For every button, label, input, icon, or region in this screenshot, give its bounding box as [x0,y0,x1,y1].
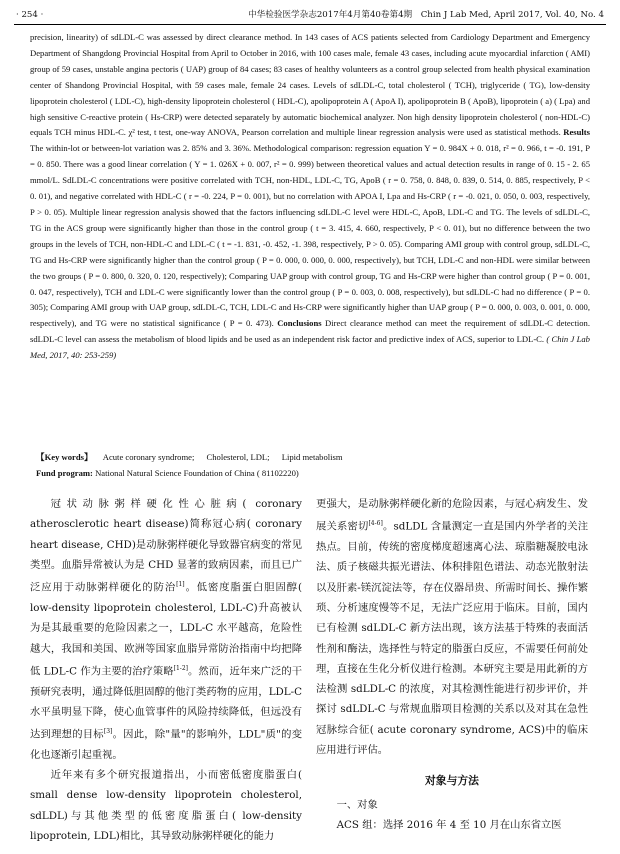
intro-paragraph-1 [30,494,302,765]
keywords-label: 【Key words】 [36,452,93,462]
fund-label: Fund program: [36,468,93,478]
intro-paragraph-continued [316,494,588,760]
running-header [14,6,606,25]
intro-text: 冠状动脉粥样硬化性心脏病( coronary atherosclerotic heart disease)简称冠心病( coronary heart disease, CHD)是动脉粥样硬化导致器官病变的常见类型。血脂异常被认为是 CHD 显著的致病因素，而且已广泛应用于动脉粥样硬化的防治 [30,498,302,594]
fund-program-line [36,465,299,481]
journal-citation-line: 中华检验医学杂志2017年4月第40卷第4期 Chin J Lab Med, April 2017, Vol. 40, No. 4 [248,10,604,20]
page-number: · 254 · [16,10,44,20]
citation-ref: [1-2] [173,664,188,672]
body-column-right [316,494,588,835]
intro-text: 。因此，除"量"的影响外，LDL"质"的变化也逐渐引起重视。 [30,728,302,761]
english-abstract [30,30,590,364]
citation-ref: [4-6] [368,520,383,528]
abstract-results-text: The within-lot or between-lot variation was 2. 85% and 3. 36%. Methodological comparison: regression equation Y = 0. 984X + 0. 018, r² = 0. 966, t = -0. 191, P = 0. 850. There was a good linear correlation ( Y = 1. 026X + 0. 007, r² = 0. 999) between theoretical values and actual detection results in range of 0. 15 - 2. 65 mmol/L. SdLDL-C concentrations were positive correlated with TCH, non-HDL, LDL-C, TG, ApoB ( r = 0. 758, 0. 848, 0. 839, 0. 514, 0. 885, respectively, P < 0. 01), and negative correlated with HDL-C ( r = -0. 224, P = 0. 001), but no correlation with APOA I, Lpa and Hs-CRP ( r = -0. 021, 0. 050, 0. 003, respectively, P > 0. 05). Multiple linear regression analysis showed that the factors influencing sdLDL-C level were HDL-C, ApoB, LDL-C and TG. The levels of sdLDL-C, TG in the ACS group were significantly higher than those in the control group ( t = 3. 415, 4. 660, respectively, P < 0. 01), but no difference between the two groups in the levels of TCH, non-HDL-C and LDL-C ( t = -1. 831, -0. 452, -1. 398, respectively, P > 0. 05). Comparing AMI group with control group, sdLDL-C, TG and Hs-CRP were significantly higher than the control group ( P = 0. 000, 0. 000, 0. 000, respectively), but TCH, LDL-C and non-HDL were similar between the two groups ( P = 0. 800, 0. 320, 0. 120, respectively); Comparing UAP group with control group, TG and Hs-CRP were higher than control group ( P = 0. 001, 0. 047, respectively), TCH and LDL-C were significantly lower than the control group ( P = 0. 003, 0. 008, respectively), but sdLDL-C had no difference ( P = 0. 305); Comparing AMI group with UAP group, sdLDL-C, TCH, LDL-C and Hs-CRP were significantly higher than UAP group ( P = 0. 000, 0. 003, 0. 001, 0. 000, respectively), and TG were no statistical significance ( P = 0. 473). [30,143,590,329]
abstract-methods-text: precision, linearity) of sdLDL-C was assessed by direct clearance method. In 143 cases of ACS patients selected from Cardiology Department and Emergency Department of Shangdong Provincial Hospital from April to October in 2016, with 100 cases male, female 43 cases, including acute myocardial infarction ( AMI) group of 59 cases, unstable angina pectoris ( UAP) group of 84 cases; 83 cases of healthy volunteers as a control group selected from health physical examination center of Shandong Provincial Hospital, with 59 cases male, female 24 cases. Levels of sdLDL-C, total cholesterol ( TCH), triglyceride ( TG), low-density lipoprotein cholesterol ( LDL-C), high-density lipoprotein cholesterol ( HDL-C), apolipoprotein A ( ApoA I), apolipoprotein B ( ApoB), lipoprotein ( a) ( Lpa) and high sensitive C-reactive protein ( Hs-CRP) were detected separately by automatic biochemical analyzer. Non high density lipoprotein cholesterol ( non-HDL-C) equals TCH minus HDL-C. χ² test, t test, one-way ANOVA, Pearson correlation and multiple linear regression analysis were used as statistical methods. [30,32,590,138]
section-title-methods: 对象与方法 [425,774,479,788]
subsection-heading: 一、对象 [336,798,378,811]
keyword-item: Acute coronary syndrome; [102,452,195,462]
fund-text: National Natural Science Foundation of China ( 81102220) [95,468,299,478]
keywords-line [36,449,353,465]
intro-text: 。低密度脂蛋白胆固醇( low-density lipoprotein cholesterol, LDL-C)升高被认为是其最重要的危险因素之一，LDL-C 水平越高，危险性越大，我国和美国、欧洲等国家血脂异常防治指南中均把降低 LDL-C 作为主要的治疗策略 [30,581,302,678]
intro-text: 更强大，是动脉粥样硬化新的危险因素，与冠心病发生、发展关系密切 [316,498,588,533]
intro-text: 。sdLDL 含量测定一直是国内外学者的关注热点。目前，传统的密度梯度超速离心法、琼脂糖凝胶电泳法、质子核磁共振光谱法、体积排阻色谱法、动态光散射法以及肝素-镁沉淀法等，存在仪器昂贵、所需时间长、操作繁琐、分析速度慢等不足，无法广泛应用于临床。目前，国内已有检测 sdLDL-C 新方法出现，该方法基于特殊的表面活性剂和酶法，选择性与特定的脂蛋白反应，不需要任何前处理，直接在生化分析仪进行检测。本研究主要是用此新的方法检测 sdLDL-C 的浓度，对其检测性能进行初步评价，并探讨 sdLDL-C 与常规血脂项目检测的关系以及对其在急性冠脉综合征( acute coronary syndrome, ACS)中的临床应用进行评估。 [316,520,588,756]
intro-paragraph-2: 近年来有多个研究报道指出，小而密低密度脂蛋白( small dense low-density lipoprotein cholesterol, sdLDL)与其他类型的低密度脂蛋白( low-density lipoprotein, LDL)相比，其导致动脉粥样硬化的能力 [30,769,302,843]
intro-text: 。然而，近年来广泛的干预研究表明，通过降低胆固醇的他汀类药物的应用，LDL-C 水平虽明显下降，使心血管事件的风险持续降低，但远没有达到理想的目标 [30,665,303,741]
methods-paragraph: ACS 组：选择 2016 年 4 至 10 月在山东省立医 [336,818,562,831]
conclusions-label: Conclusions [277,318,322,329]
citation-ref: [3] [103,728,113,736]
citation-ref: [1] [176,581,185,589]
keyword-item: Lipid metabolism [281,452,343,462]
abstract-citation: ( Chin J Lab Med, 2017, 40: 253-259) [30,334,590,361]
abstract-conclusions-text: Direct clearance method can meet the requirement of sdLDL-C detection. sdLDL-C level can assess the metabolism of blood lipids and be used as an independent risk factor and predictive index of ACS, superior to LDL-C. [30,318,590,345]
keyword-item: Cholesterol, LDL; [206,452,270,462]
results-label: Results [563,127,590,138]
body-column-left [30,494,302,846]
